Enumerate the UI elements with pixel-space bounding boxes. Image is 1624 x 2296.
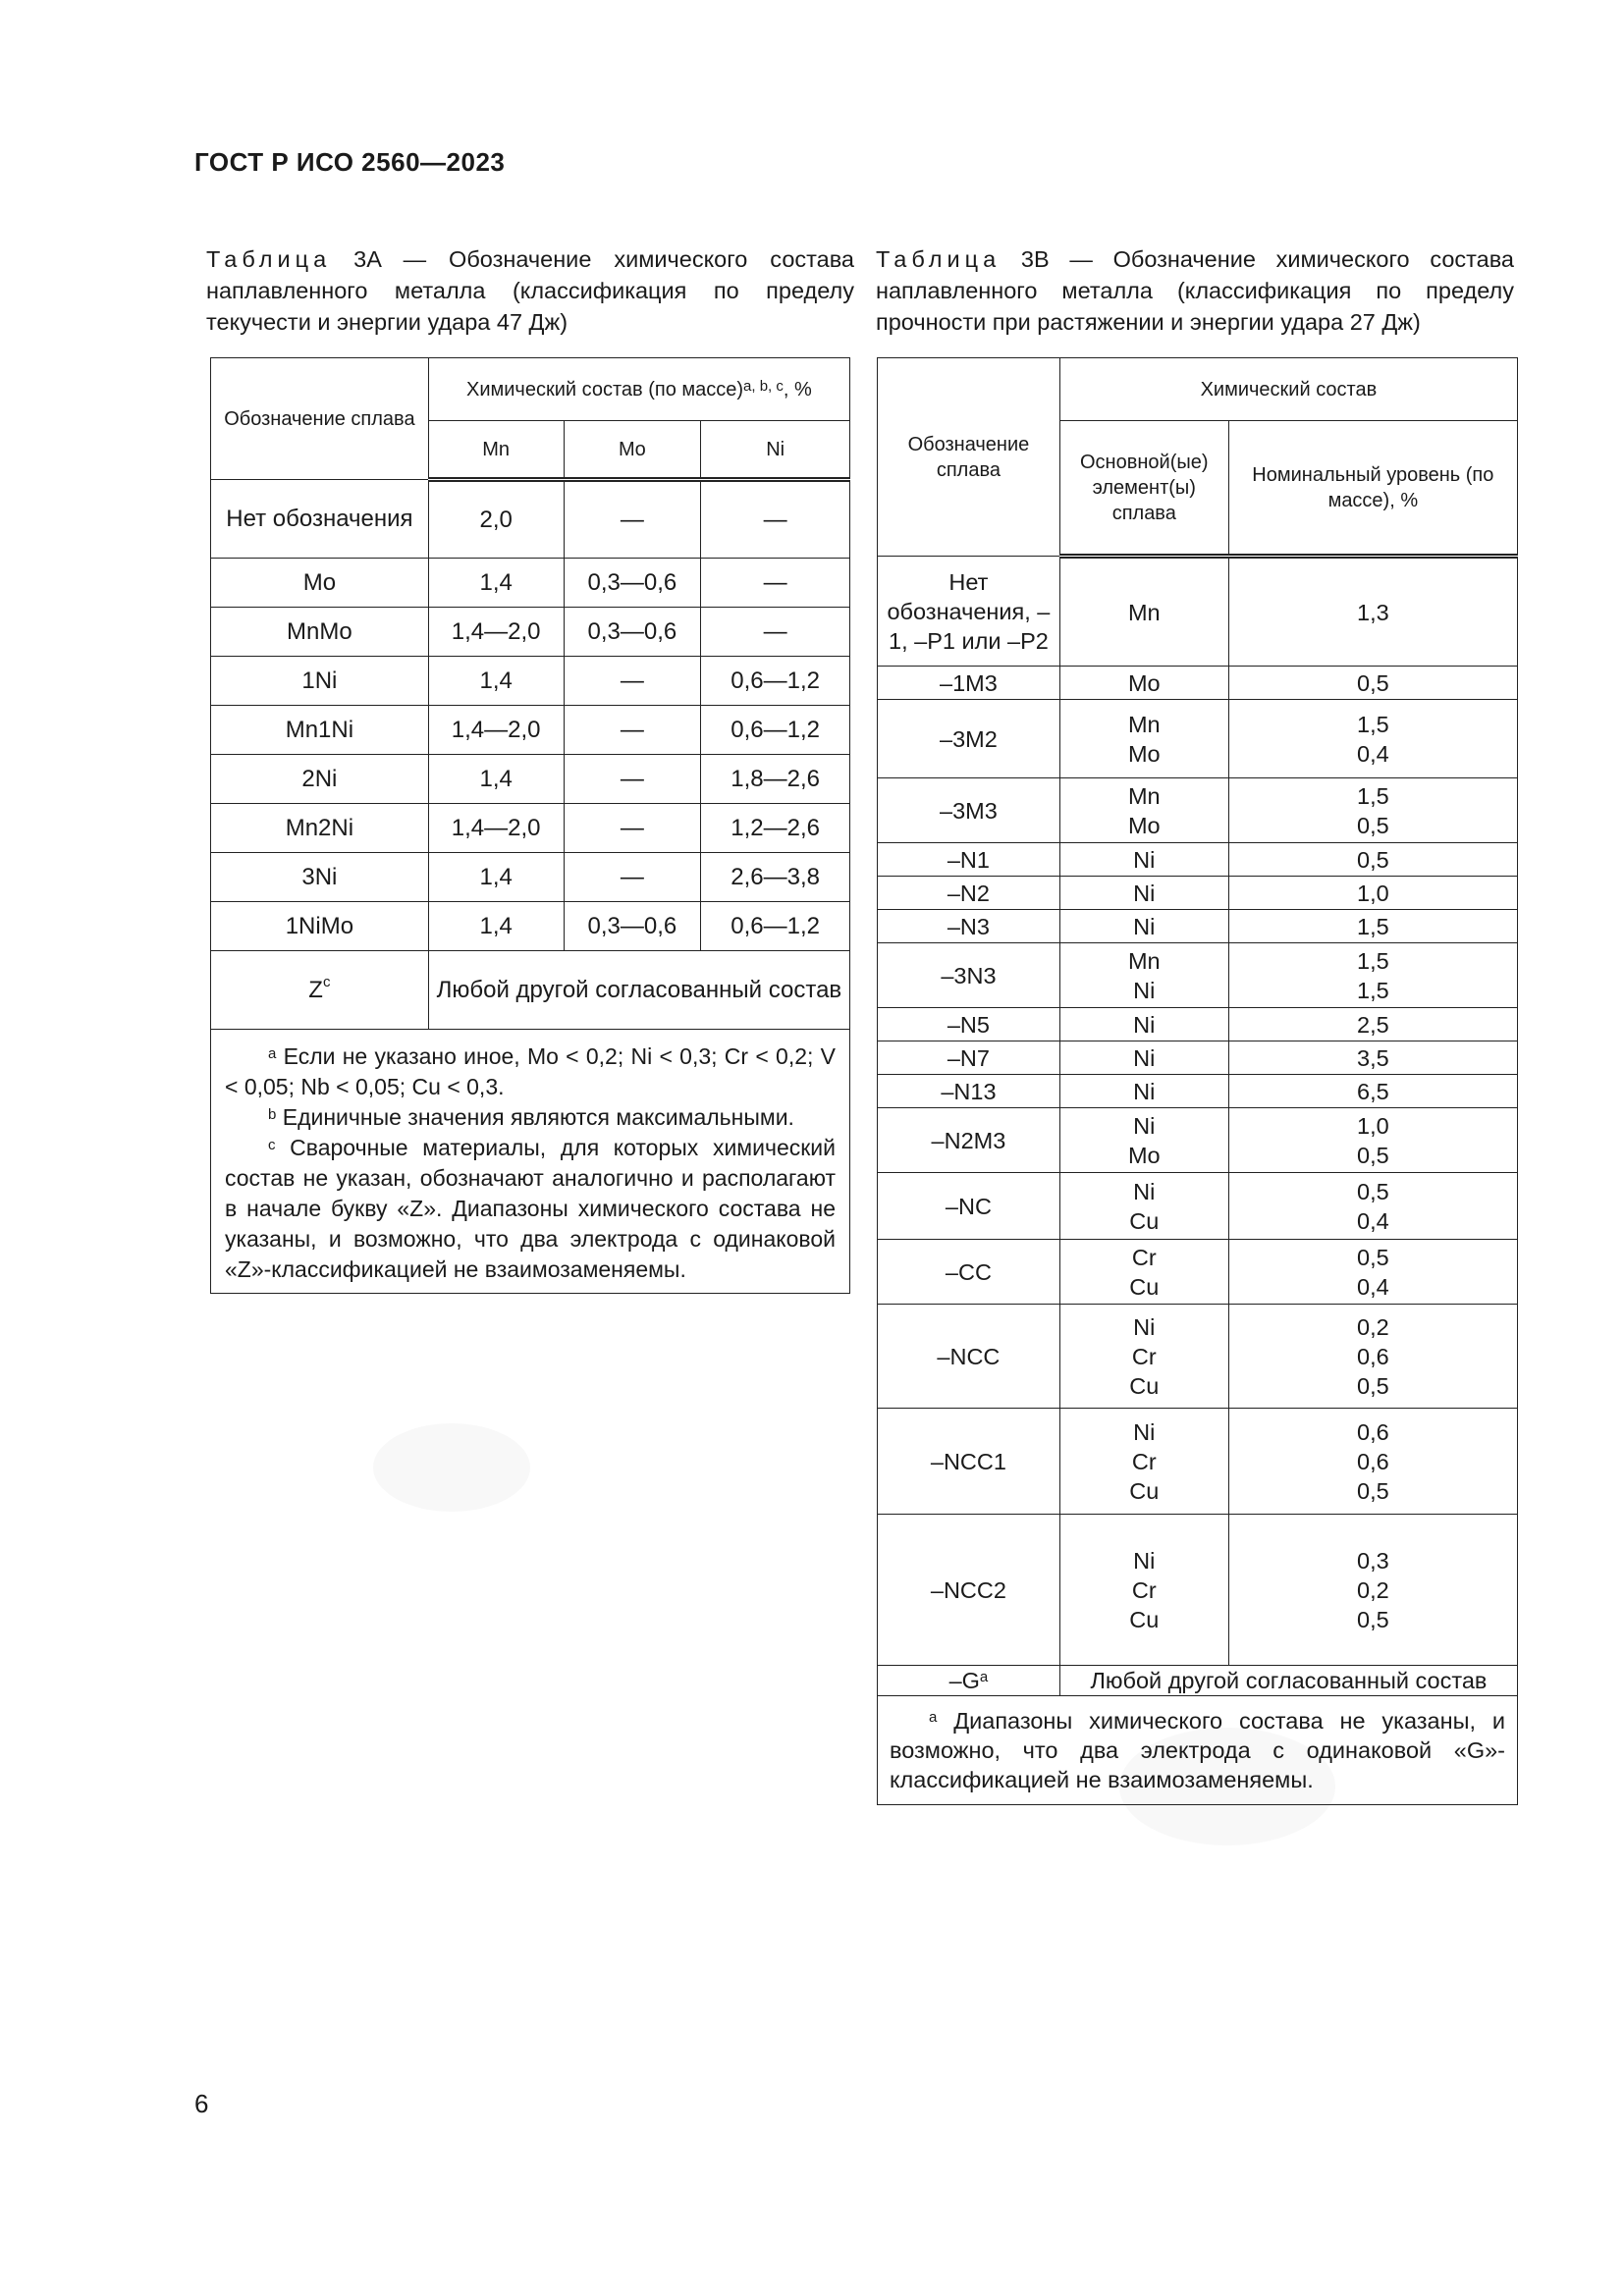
alloy-cell: –NCC (878, 1305, 1060, 1409)
mo-cell: — (564, 480, 701, 559)
alloy-cell: –N2 (878, 877, 1060, 910)
z-composition: Любой другой согласованный состав (428, 951, 849, 1030)
level-value: 1,5 (1357, 947, 1389, 974)
element-symbol: Mo (1127, 812, 1161, 838)
alloy-cell: Нет обозначения (211, 480, 429, 559)
table-row (878, 1409, 1518, 1515)
footnote (225, 1133, 836, 1285)
element-symbol: Ni (1133, 977, 1156, 1003)
alloy-cell: Mn1Ni (211, 706, 429, 755)
ni-cell: 0,6—1,2 (701, 706, 850, 755)
level-value: 1,3 (1357, 599, 1389, 625)
element-symbol: Mn (1127, 947, 1161, 974)
level-cell (1228, 1173, 1517, 1240)
header-alloy: Обозначение сплава (878, 358, 1060, 557)
caption-label: Таблица (876, 246, 1001, 272)
element-symbol: Ni (1133, 1418, 1156, 1445)
level-value: 0,4 (1357, 1273, 1389, 1300)
table-row (878, 943, 1518, 1008)
elements-cell (1059, 700, 1228, 778)
footnote-marks: a, b, c (743, 377, 784, 395)
alloy-cell: –NCC2 (878, 1515, 1060, 1666)
elements-cell (1059, 910, 1228, 943)
ni-cell: 1,8—2,6 (701, 755, 850, 804)
mo-cell: — (564, 853, 701, 902)
ni-cell: — (701, 608, 850, 657)
caption-text: 3A — Обозначение химического состава наплавленного металла (классификация по пределу текучести и энергии удара 47 Дж) (206, 246, 854, 335)
table-row (878, 778, 1518, 843)
element-symbol: Cu (1129, 1606, 1160, 1632)
elements-cell (1059, 1305, 1228, 1409)
alloy-cell: –3M3 (878, 778, 1060, 843)
element-symbol: Mo (1127, 740, 1161, 767)
element-symbol: Ni (1133, 1044, 1156, 1071)
footnote-mark: c (268, 1137, 276, 1153)
element-symbol: Ni (1133, 1112, 1156, 1139)
mo-cell: — (564, 657, 701, 706)
ni-cell: — (701, 480, 850, 559)
element-symbol: Mo (1127, 1142, 1161, 1168)
alloy-cell: 1NiMo (211, 902, 429, 951)
element-symbol: Cu (1129, 1477, 1160, 1504)
mn-cell: 1,4—2,0 (428, 706, 564, 755)
g-composition: Любой другой согласованный состав (1059, 1666, 1517, 1696)
ni-cell: 2,6—3,8 (701, 853, 850, 902)
header-alloy: Обозначение сплава (211, 358, 429, 480)
level-cell (1228, 1008, 1517, 1041)
level-value: 0,6 (1357, 1343, 1389, 1369)
element-symbol: Cr (1131, 1244, 1157, 1270)
table-3b-caption (876, 243, 1514, 338)
level-value: 0,2 (1357, 1576, 1389, 1603)
elements-cell (1059, 557, 1228, 667)
mn-cell: 1,4—2,0 (428, 608, 564, 657)
alloy-cell: –3N3 (878, 943, 1060, 1008)
element-symbol: Mn (1127, 782, 1161, 809)
level-value: 0,5 (1357, 1372, 1389, 1399)
element-symbol: Cu (1129, 1273, 1160, 1300)
footnote-text: Сварочные материалы, для которых химический состав не указан, обозначают аналогично и располагают в начале букву «Z». Диапазоны химического состава не указаны, и возможно, что два электрода с одинаковой «Z»-классификацией не взаимозаменяемы. (225, 1135, 836, 1282)
table-3b-body (878, 557, 1518, 1666)
alloy-cell: –CC (878, 1240, 1060, 1305)
header-elements: Основной(ые) элемент(ы) сплава (1059, 421, 1228, 557)
elements-cell (1059, 943, 1228, 1008)
element-symbol: Cu (1129, 1372, 1160, 1399)
mn-cell: 1,4 (428, 755, 564, 804)
element-symbol: Ni (1133, 1078, 1156, 1104)
header-chemical-composition (428, 358, 849, 421)
table-row (878, 1240, 1518, 1305)
element-symbol: Ni (1133, 913, 1156, 939)
table-row (878, 700, 1518, 778)
alloy-cell: –N13 (878, 1075, 1060, 1108)
table-row (878, 1041, 1518, 1075)
element-symbol: Mn (1127, 599, 1161, 625)
g-label: –G (948, 1668, 980, 1693)
level-cell (1228, 1075, 1517, 1108)
level-value: 1,5 (1357, 977, 1389, 1003)
level-cell (1228, 1409, 1517, 1515)
element-symbol: Ni (1133, 1313, 1156, 1340)
table-row (211, 902, 850, 951)
elements-cell (1059, 877, 1228, 910)
mo-cell: 0,3—0,6 (564, 902, 701, 951)
alloy-cell: Mo (211, 559, 429, 608)
table-3b-notes (878, 1696, 1518, 1805)
elements-cell (1059, 843, 1228, 877)
element-symbol: Ni (1133, 1547, 1156, 1574)
mo-cell: 0,3—0,6 (564, 608, 701, 657)
footnote-text: Если не указано иное, Mo < 0,2; Ni < 0,3; Cr < 0,2; V < 0,05; Nb < 0,05; Cu < 0,3. (225, 1043, 836, 1099)
elements-cell (1059, 1108, 1228, 1173)
level-cell (1228, 943, 1517, 1008)
alloy-cell: –N7 (878, 1041, 1060, 1075)
level-cell (1228, 1240, 1517, 1305)
table-3a-body (211, 480, 850, 951)
table-row (211, 657, 850, 706)
level-value: 0,6 (1357, 1448, 1389, 1474)
element-symbol: Cu (1129, 1207, 1160, 1234)
mn-cell: 1,4—2,0 (428, 804, 564, 853)
alloy-cell: –N3 (878, 910, 1060, 943)
table-row (211, 853, 850, 902)
level-value: 0,3 (1357, 1547, 1389, 1574)
level-value: 0,5 (1357, 1178, 1389, 1204)
level-value: 1,0 (1357, 880, 1389, 906)
footnote-mark: a (979, 1669, 989, 1685)
table-3a (210, 357, 850, 1294)
alloy-cell: 3Ni (211, 853, 429, 902)
table-row (878, 910, 1518, 943)
level-cell (1228, 843, 1517, 877)
element-symbol: Ni (1133, 1011, 1156, 1038)
alloy-cell: –3M2 (878, 700, 1060, 778)
level-value: 0,5 (1357, 1142, 1389, 1168)
level-value: 0,5 (1357, 812, 1389, 838)
table-row (211, 559, 850, 608)
mn-cell: 1,4 (428, 559, 564, 608)
alloy-cell: Нет обозначения, –1, –P1 или –P2 (878, 557, 1060, 667)
elements-cell (1059, 778, 1228, 843)
document-header: ГОСТ Р ИСО 2560—2023 (194, 147, 506, 177)
table-3a-caption (206, 243, 854, 338)
ni-cell: 1,2—2,6 (701, 804, 850, 853)
level-cell (1228, 778, 1517, 843)
alloy-cell: –N1 (878, 843, 1060, 877)
footnote-text: Диапазоны химического состава не указаны, и возможно, что два электрода с одинаковой «G»-классификацией не взаимозаменяемы. (890, 1708, 1505, 1792)
caption-label: Таблица (206, 246, 332, 272)
header-chemical-composition: Химический состав (1059, 358, 1517, 421)
table-3b (877, 357, 1518, 1805)
level-value: 1,0 (1357, 1112, 1389, 1139)
level-value: 0,2 (1357, 1313, 1389, 1340)
level-cell (1228, 1515, 1517, 1666)
level-cell (1228, 877, 1517, 910)
mo-cell: 0,3—0,6 (564, 559, 701, 608)
table-row (211, 480, 850, 559)
elements-cell (1059, 1515, 1228, 1666)
level-value: 0,4 (1357, 740, 1389, 767)
footnote-mark: a (268, 1045, 277, 1062)
level-value: 0,5 (1357, 1606, 1389, 1632)
level-cell (1228, 1305, 1517, 1409)
table-3a-notes (211, 1030, 850, 1294)
elements-cell (1059, 1240, 1228, 1305)
header-ni: Ni (701, 421, 850, 480)
z-label: Z (308, 976, 323, 1003)
alloy-cell: –NC (878, 1173, 1060, 1240)
element-symbol: Cr (1131, 1576, 1157, 1603)
alloy-cell: –NCC1 (878, 1409, 1060, 1515)
element-symbol: Cr (1131, 1448, 1157, 1474)
table-row (878, 557, 1518, 667)
alloy-cell: Mn2Ni (211, 804, 429, 853)
element-symbol: Cr (1131, 1343, 1157, 1369)
page-number: 6 (194, 2089, 209, 2118)
table-row (878, 843, 1518, 877)
mn-cell: 1,4 (428, 902, 564, 951)
mn-cell: 2,0 (428, 480, 564, 559)
elements-cell (1059, 1409, 1228, 1515)
footnote-mark: c (322, 973, 331, 990)
level-value: 0,4 (1357, 1207, 1389, 1234)
ni-cell: — (701, 559, 850, 608)
mo-cell: — (564, 706, 701, 755)
element-symbol: Ni (1133, 1178, 1156, 1204)
footnote-mark: b (268, 1106, 277, 1123)
level-value: 0,5 (1357, 846, 1389, 873)
level-value: 1,5 (1357, 782, 1389, 809)
level-value: 1,5 (1357, 913, 1389, 939)
level-cell (1228, 557, 1517, 667)
level-cell (1228, 1108, 1517, 1173)
table-row (211, 706, 850, 755)
element-symbol: Mn (1127, 711, 1161, 737)
footnote-a (890, 1706, 1505, 1794)
caption-text: 3B — Обозначение химического состава наплавленного металла (классификация по пределу прочности при растяжении и энергии удара 27 Дж) (876, 246, 1515, 335)
level-value: 0,5 (1357, 1244, 1389, 1270)
table-row (878, 1173, 1518, 1240)
alloy-cell (211, 951, 429, 1030)
table-row (878, 1108, 1518, 1173)
table-row (211, 804, 850, 853)
level-value: 0,6 (1357, 1418, 1389, 1445)
level-cell (1228, 1041, 1517, 1075)
elements-cell (1059, 1075, 1228, 1108)
elements-cell (1059, 1041, 1228, 1075)
alloy-cell: –N5 (878, 1008, 1060, 1041)
level-value: 3,5 (1357, 1044, 1389, 1071)
scan-artifact (373, 1423, 530, 1512)
table-row (878, 1515, 1518, 1666)
level-cell (1228, 910, 1517, 943)
header-nominal-level: Номинальный уровень (по массе), % (1228, 421, 1517, 557)
footnote (225, 1102, 836, 1133)
table-row (878, 1305, 1518, 1409)
table-row (211, 755, 850, 804)
elements-cell (1059, 667, 1228, 700)
elements-cell (1059, 1008, 1228, 1041)
element-symbol: Ni (1133, 846, 1156, 873)
alloy-cell (878, 1666, 1060, 1696)
ni-cell: 0,6—1,2 (701, 902, 850, 951)
table-row (878, 667, 1518, 700)
mo-cell: — (564, 755, 701, 804)
footnote (225, 1041, 836, 1102)
level-value: 2,5 (1357, 1011, 1389, 1038)
alloy-cell: –N2M3 (878, 1108, 1060, 1173)
alloy-cell: MnMo (211, 608, 429, 657)
level-value: 6,5 (1357, 1078, 1389, 1104)
header-chem-label: Химический состав (по массе) (465, 378, 744, 400)
footnote-text: Единичные значения являются максимальными. (282, 1104, 794, 1130)
ni-cell: 0,6—1,2 (701, 657, 850, 706)
header-chem-unit: , % (783, 378, 812, 400)
table-row (878, 1008, 1518, 1041)
level-cell (1228, 667, 1517, 700)
table-row (878, 877, 1518, 910)
alloy-cell: –1M3 (878, 667, 1060, 700)
header-mn: Mn (428, 421, 564, 480)
level-value: 1,5 (1357, 711, 1389, 737)
element-symbol: Ni (1133, 880, 1156, 906)
elements-cell (1059, 1173, 1228, 1240)
mn-cell: 1,4 (428, 657, 564, 706)
table-row (878, 1075, 1518, 1108)
table-row (211, 608, 850, 657)
level-cell (1228, 700, 1517, 778)
alloy-cell: 1Ni (211, 657, 429, 706)
header-mo: Mo (564, 421, 701, 480)
mn-cell: 1,4 (428, 853, 564, 902)
level-value: 0,5 (1357, 1477, 1389, 1504)
alloy-cell: 2Ni (211, 755, 429, 804)
level-value: 0,5 (1357, 669, 1389, 696)
mo-cell: — (564, 804, 701, 853)
element-symbol: Mo (1127, 669, 1161, 696)
footnote-mark: a (929, 1709, 938, 1726)
